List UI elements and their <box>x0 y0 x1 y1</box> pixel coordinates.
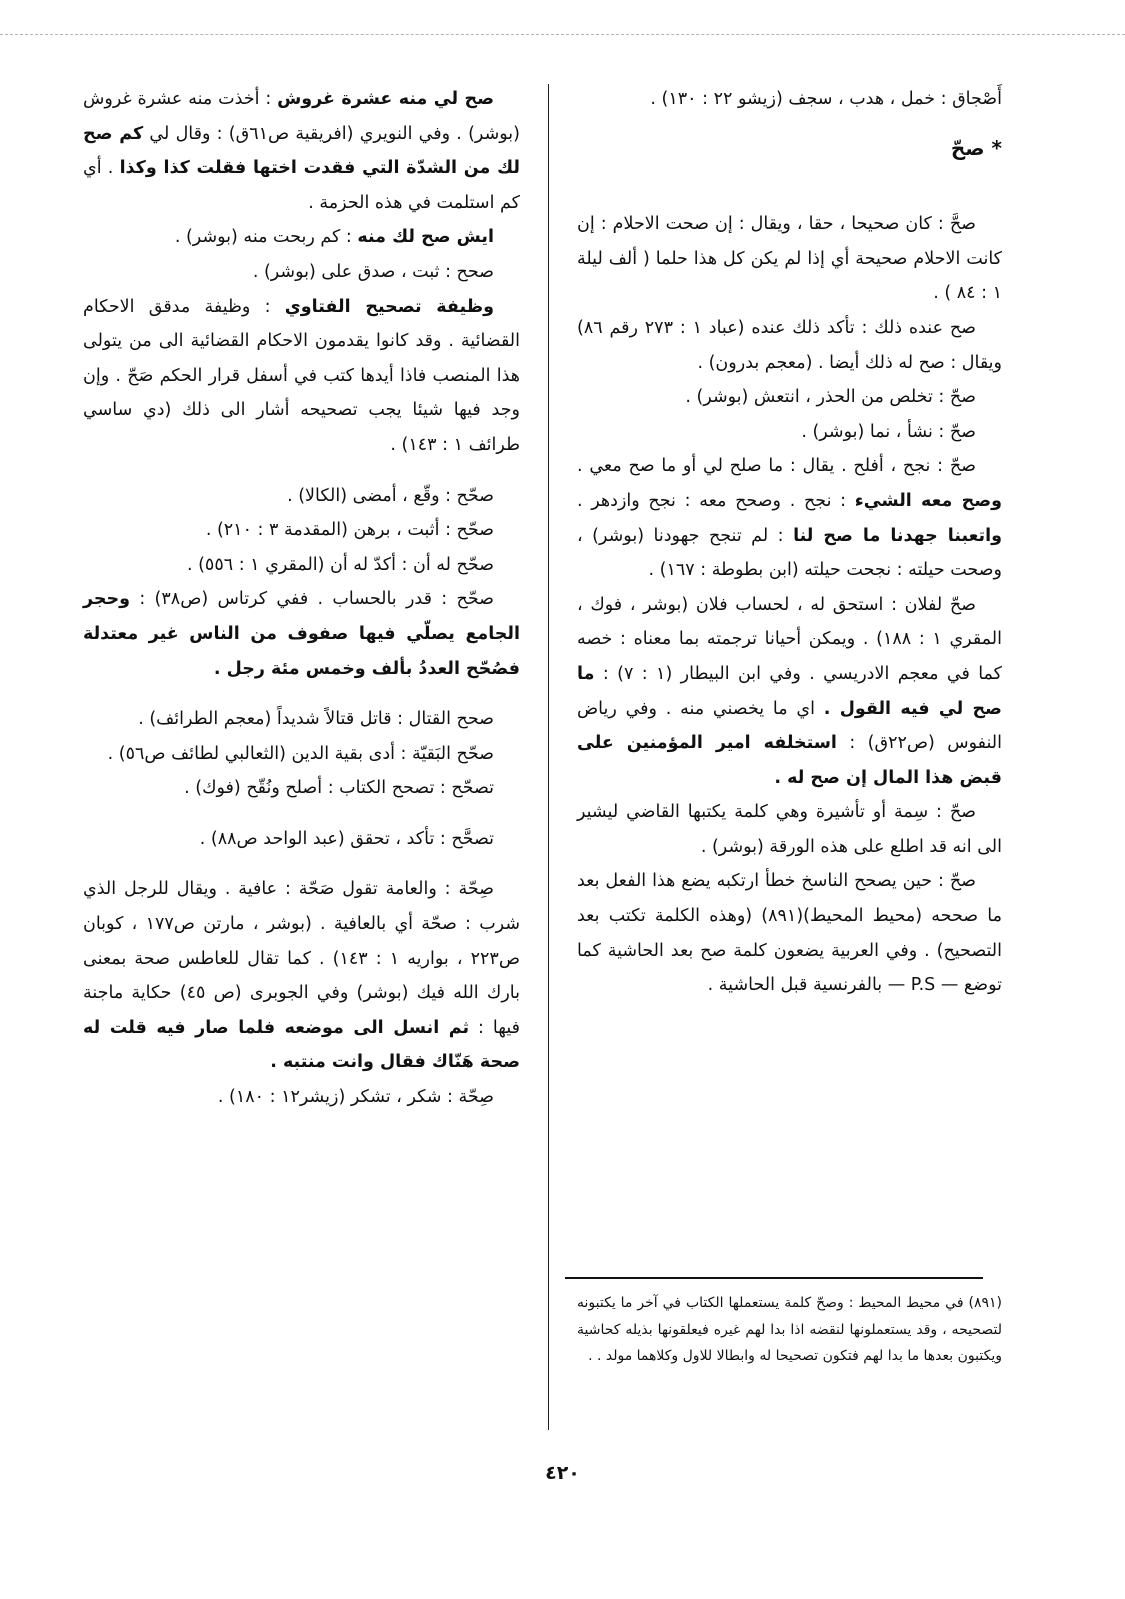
entry-text: : أخذت منه عشرة غروش (بوشر) . وفي النويري (افريقية ص٦١ق) : وقال لي <box>83 89 520 144</box>
entry-paragraph <box>83 290 520 463</box>
footnote-rule <box>565 1277 983 1279</box>
entry-paragraph: صحَّ : كان صحيحا ، حقا ، ويقال : إن صحت الاحلام : إن كانت الاحلام صحيحة أي إذا لم يكن كل هذا حلما ( ألف ليلة ١ : ٨٤ ) . <box>577 214 1002 304</box>
intro-entry: أَصْجاق : خمل ، هدب ، سجف (زيشو ٢٢ : ١٣٠) . <box>650 89 1002 109</box>
entry-text: صحّ لفلان : استحق له ، لحساب فلان (بوشر ، فوك ، المقري ١ : ١٨٨) . ويمكن أحيانا ترجمته بما معناه : خصه كما في معجم الادريسي . وفي ابن البيطار (١ : ٧) : <box>577 594 1002 684</box>
entry-paragraph: صحح القتال : قاتل قتالاً شديداً (معجم الطرائف) . <box>138 709 494 730</box>
example-bold: ايش صح لك منه <box>357 227 494 248</box>
entry-paragraph: صحح : ثبت ، صدق على (بوشر) . <box>252 261 494 282</box>
footnote-text: (٨٩١) في محيط المحيط : وصحّ كلمة يستعملها الكتاب في آخر ما يكتبونه لتصحيحه ، وقد يستعملونها لنقضه اذا بدا لهم غيره فيعلقونها بذيله كحاشية ويكتبون بعدها ما بدا لهم فتكون تصحيحا له وابطالا للاول وكلاهما مولد . . <box>577 1295 1002 1364</box>
entry-paragraph: صحّح له أن : أكدّ له أن (المقري ١ : ٥٥٦) . <box>186 554 494 575</box>
entry-paragraph: صحّ : سِمة أو تأشيرة وهي كلمة يكتبها القاضي ليشير الى انه قد اطلع على هذه الورقة (بوشر) . <box>577 802 1002 857</box>
column-divider <box>548 84 549 1430</box>
entry-paragraph: صح عنده ذلك : تأكد ذلك عنده (عباد ١ : ٢٧٣ رقم ٨٦) ويقال : صح له ذلك أيضا . (معجم بدرون) . <box>577 317 1002 373</box>
entry-text: صحّح : قدر بالحساب . ففي كرتاس (ص٣٨) : <box>139 589 494 610</box>
example-bold: وصح معه الشيء <box>854 490 1002 511</box>
example-bold: استخلفه امير المؤمنين على قبض هذا المال إن صح له . <box>577 733 1002 788</box>
entry-paragraph: صحّح : وقّع ، أمضى (الكالا) . <box>287 485 494 506</box>
page-number: ٤٢٠ <box>545 1462 580 1484</box>
entry-paragraph <box>577 449 1002 587</box>
example-bold: وحجر الجامع يصلّي فيها صفوف من الناس غير معتدلة فصُحّح العددُ بألف وخمس مئة رجل . <box>83 589 520 679</box>
example-bold: واتعبنا جهدنا ما صح لنا <box>793 525 1002 546</box>
example-bold: كم صح لك من الشدّة التي فقدت اختها فقلت كذا وكذا <box>83 123 520 179</box>
entry-text: : نجح . وصحح معه : نجح وازدهر . <box>577 490 847 511</box>
example-bold: ثم انسل الى موضعه فلما صار فيه قلت له صحة هَنّاك فقال وانت منتبه . <box>83 1017 520 1073</box>
entry-paragraph: صحّ : نشأ ، نما (بوشر) . <box>801 421 976 442</box>
entry-paragraph <box>577 588 1002 796</box>
headword: * صحّ <box>950 135 1002 160</box>
entry-paragraph: صحّح : أثبت ، برهن (المقدمة ٣ : ٢١٠) . <box>205 520 494 541</box>
entry-paragraph <box>83 872 520 1080</box>
entry-paragraph: تصحّح : تصحح الكتاب : أصلح ونُقّح (فوك) . <box>184 778 494 799</box>
entry-paragraph: صحّح البَقيّة : أدى بقية الدين (الثعالبي لطائف ص٥٦) . <box>107 743 494 764</box>
entry-text: صحّ : نجح ، أفلح . يقال : ما صلح لي أو ما صح معي . <box>577 456 976 477</box>
right-column <box>577 82 1002 1003</box>
left-column <box>83 82 520 1115</box>
entry-paragraph <box>83 582 520 686</box>
entry-paragraph <box>83 82 520 220</box>
entry-paragraph: تصحَّح : تأكد ، تحقق (عبد الواحد ص٨٨) . <box>199 828 494 849</box>
entry-text: اي ما يخصني منه . وفي رياض النفوس (ص٢٢ق) : <box>577 698 1002 754</box>
example-bold: وظيفة تصحيح الفتاوي <box>284 296 494 317</box>
entry-paragraph <box>83 220 520 255</box>
entry-text: : كم ربحت منه (بوشر) . <box>174 227 352 248</box>
entry-text: : لم تنجح جهودنا (بوشر) ، وصحت حيلته : نجحت حيلته (ابن بطوطة : ١٦٧) . <box>577 525 1002 581</box>
entry-text: : وظيفة مدقق الاحكام القضائية . وقد كانوا يقدمون الاحكام القضائية الى من يتولى هذا المنصب فاذا أيدها كتب في أسفل قرار الحكم صَحّ . وإن وجد فيها شيئا يجب تصحيحه أشار الى ذلك (دي ساسي طرائف ١ : ١٤٣) . <box>83 296 520 455</box>
example-bold: ما صح لي فيه القول . <box>577 663 1002 719</box>
entry-paragraph: صِحّة : شكر ، تشكر (زيشر١٢ : ١٨٠) . <box>217 1087 494 1108</box>
entry-paragraph: صحّ : تخلص من الحذر ، انتعش (بوشر) . <box>685 387 976 408</box>
top-scan-border <box>0 34 1125 35</box>
footnote <box>577 1290 1002 1370</box>
example-bold: صح لي منه عشرة غروش <box>277 89 494 109</box>
entry-text: . أي كم استلمت في هذه الحزمة . <box>83 158 520 213</box>
entry-text: صِحّة : والعامة تقول صَحّة : عافية . ويقال للرجل الذي شرب : صحّة أي بالعافية . (بوشر ، مارتن ص١٧٧ ، كوبان ص٢٢٣ ، بواريه ١ : ١٤٣) . كما تقال للعاطس صحة بمعنى بارك الله فيك (بوشر) وفي الجوبرى (ص ٤٥) حكاية ماجنة فيها : <box>83 879 520 1038</box>
entry-paragraph: صحّ : حين يصحح الناسخ خطأ ارتكبه يضع هذا الفعل بعد ما صححه (محيط المحيط)(٨٩١) (وهذه الكلمة تكتب بعد التصحيح) . وفي العربية يضعون كلمة صح بعد الحاشية كما توضع — P.S — بالفرنسية قبل الحاشية . <box>577 871 1002 996</box>
